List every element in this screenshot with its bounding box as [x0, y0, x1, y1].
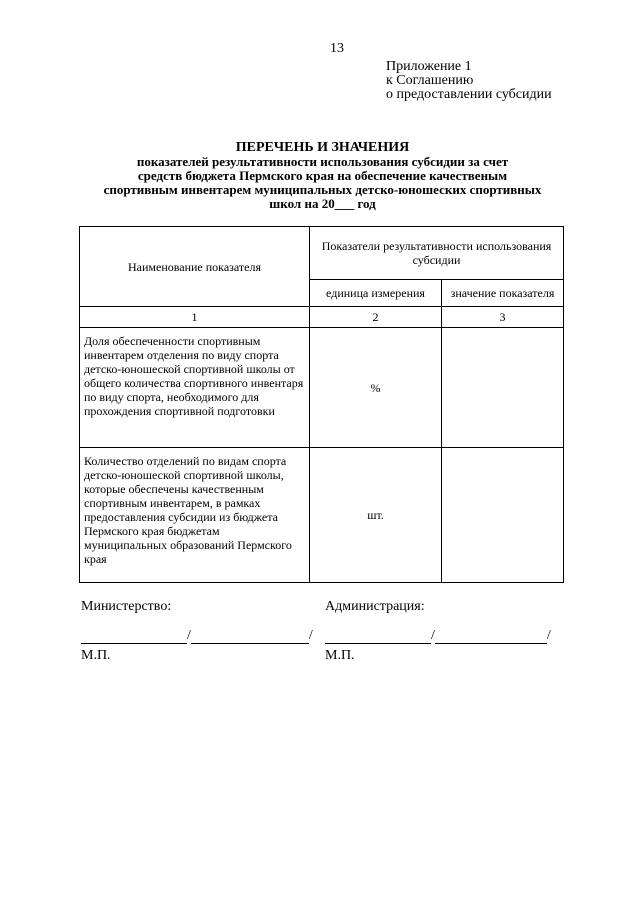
title-line-1: показателей результативности использования субсидии за счет: [136, 154, 509, 169]
header-unit: единица измерения: [310, 280, 442, 307]
administration-stamp-label: М.П.: [325, 648, 355, 663]
header-value: значение показателя: [442, 280, 564, 307]
appendix-line-1: Приложение 1: [386, 59, 472, 74]
signature-underline: [191, 631, 309, 644]
indicator-value-cell: [442, 448, 564, 583]
header-indicator-name: Наименование показателя: [80, 227, 310, 307]
signature-underline: [325, 631, 431, 644]
column-number-1: 1: [80, 307, 310, 328]
appendix-note: [386, 60, 552, 102]
page-number: 13: [330, 41, 344, 56]
indicator-name-cell: Количество отделений по видам спорта детско-юношеской спортивной школы, которые обеспечены качественным спортивным инвентарем, в рамках предоставления субсидии из бюджета Пермского края бюджетам муниципальных образований Пермского края: [80, 448, 310, 583]
appendix-line-3: о предоставлении субсидии: [386, 87, 552, 102]
title-line-3: спортивным инвентарем муниципальных детско-юношеских спортивных: [103, 182, 542, 197]
signature-slash: /: [308, 628, 313, 643]
indicator-name-cell: Доля обеспеченности спортивным инвентарем отделения по виду спорта детско-юношеской спортивной школы от общего количества спортивного инвентаря по виду спорта, необходимого для прохождения спортивной подготовки: [80, 328, 310, 448]
signature-underline: [435, 631, 547, 644]
table-row: [80, 328, 564, 448]
column-number-2: 2: [310, 307, 442, 328]
title-line-2: средств бюджета Пермского края на обеспечение качественым: [137, 168, 508, 183]
indicators-table: [79, 226, 564, 583]
indicator-unit-cell: шт.: [310, 448, 442, 583]
ministry-stamp-label: М.П.: [81, 648, 111, 663]
appendix-line-2: к Соглашению: [386, 73, 474, 88]
administration-label: Администрация:: [325, 599, 425, 614]
signature-slash: /: [546, 628, 551, 643]
column-number-3: 3: [442, 307, 564, 328]
signature-slash: /: [187, 628, 191, 643]
ministry-label: Министерство:: [81, 599, 172, 614]
document-title: [80, 140, 565, 211]
administration-signature-line: [325, 628, 551, 644]
indicator-value-cell: [442, 328, 564, 448]
ministry-signature-line: [81, 628, 313, 644]
title-line-4: школ на 20___ год: [269, 196, 376, 211]
indicator-unit-cell: %: [310, 328, 442, 448]
table-row: [80, 448, 564, 583]
header-indicators-group: Показатели результативности использования субсидии: [310, 227, 564, 280]
signature-underline: [81, 631, 187, 644]
title-main: ПЕРЕЧЕНЬ И ЗНАЧЕНИЯ: [235, 140, 410, 155]
signature-slash: /: [431, 628, 435, 643]
